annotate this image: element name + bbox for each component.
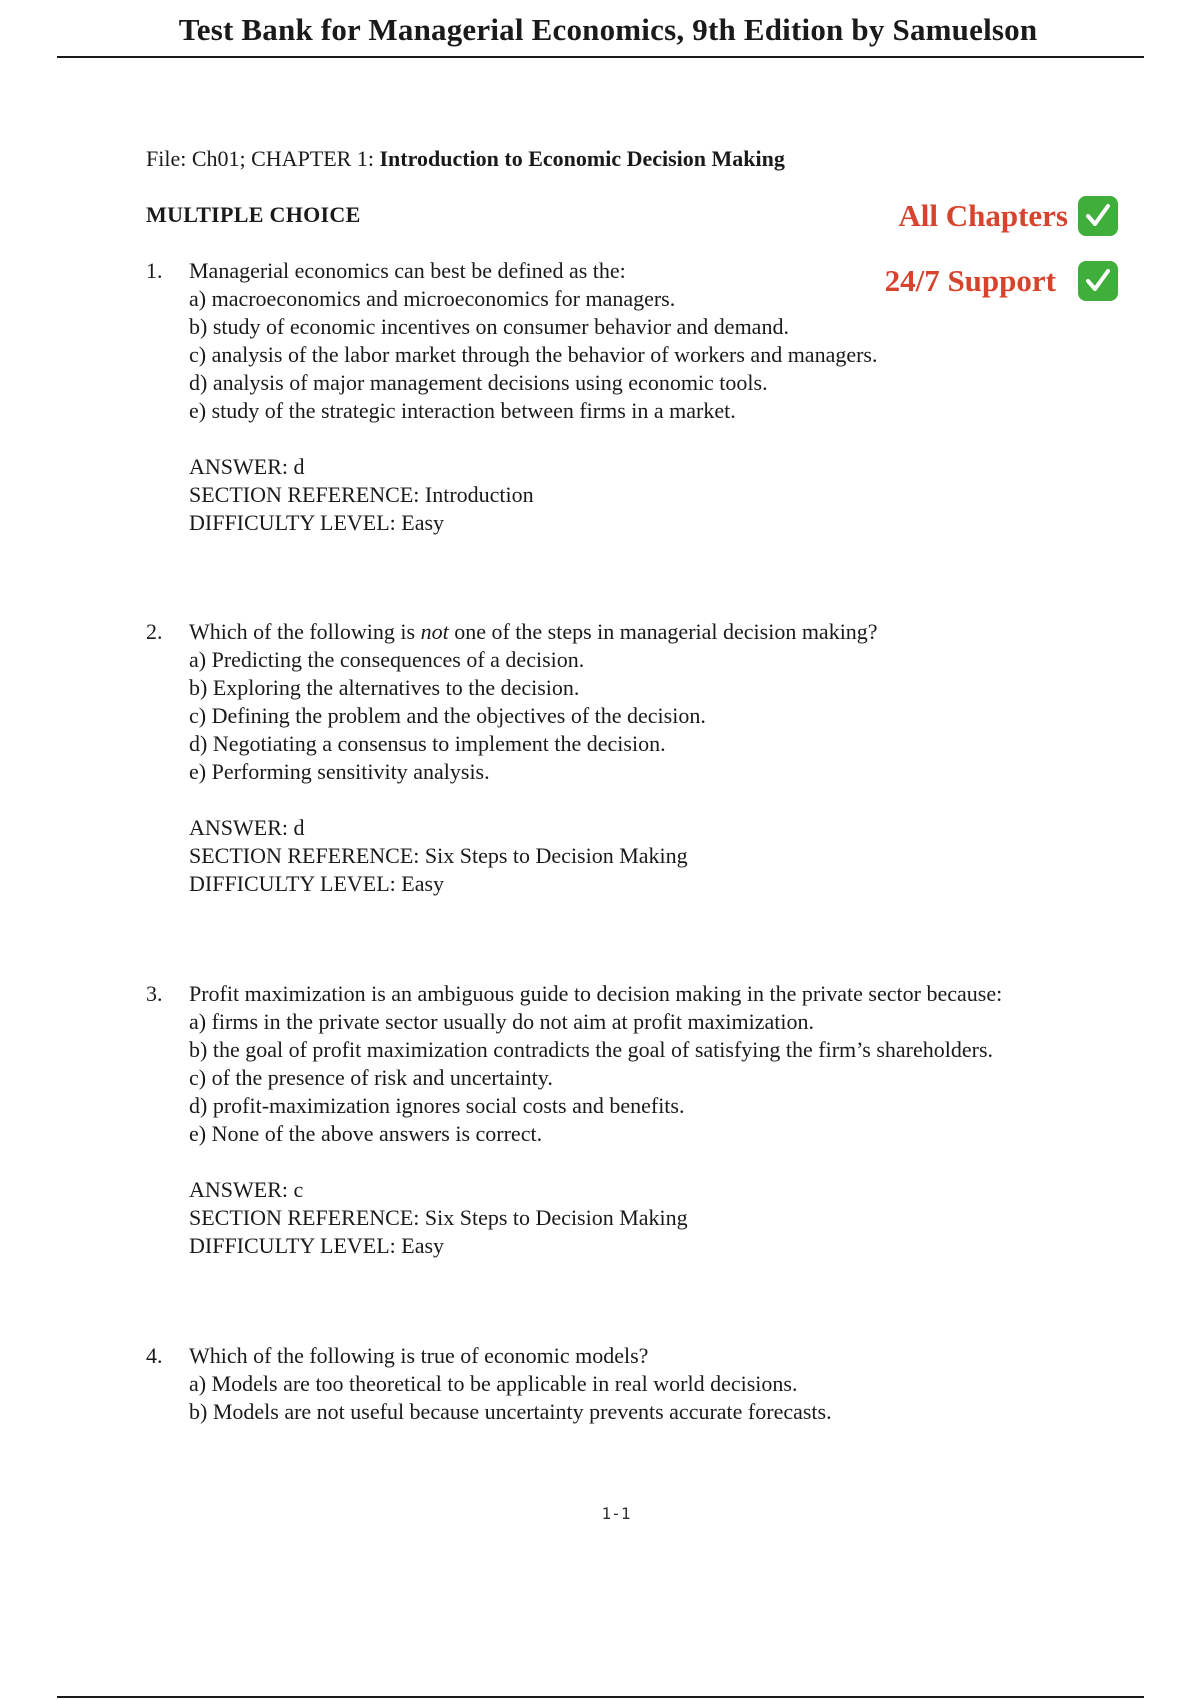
promo-all-chapters-label: All Chapters (898, 198, 1068, 233)
option-a: a) Predicting the consequences of a decision. (189, 647, 585, 672)
option-b: b) the goal of profit maximization contradicts the goal of satisfying the firm’s shareholders. (189, 1037, 994, 1062)
option-c: c) analysis of the labor market through the behavior of workers and managers. (189, 342, 878, 367)
prompt-before: Which of the following is (189, 619, 421, 644)
option-d: d) profit-maximization ignores social costs and benefits. (189, 1093, 685, 1118)
chapter-title: Introduction to Economic Decision Making (379, 146, 785, 171)
section-heading: MULTIPLE CHOICE (146, 202, 361, 227)
question-number: 4. (146, 1343, 163, 1368)
option-a: a) macroeconomics and microeconomics for managers. (189, 286, 676, 311)
answer: ANSWER: d (189, 815, 305, 840)
option-b: b) Exploring the alternatives to the decision. (189, 675, 580, 700)
document-title: Test Bank for Managerial Economics, 9th Edition by Samuelson (178, 12, 1038, 47)
option-b: b) study of economic incentives on consumer behavior and demand. (189, 314, 789, 339)
option-b: b) Models are not useful because uncertainty prevents accurate forecasts. (189, 1399, 832, 1424)
promo-support-label: 24/7 Support (884, 263, 1056, 298)
option-a: a) Models are too theoretical to be applicable in real world decisions. (189, 1371, 798, 1396)
page-number: 1-1 (601, 1504, 631, 1523)
file-prefix: File: Ch01; CHAPTER 1: (146, 146, 380, 171)
question-prompt: Profit maximization is an ambiguous guide to decision making in the private sector because: (189, 981, 1003, 1006)
promo-support (885, 261, 1118, 301)
option-e: e) Performing sensitivity analysis. (189, 759, 490, 784)
answer: ANSWER: c (189, 1177, 304, 1202)
option-e: e) None of the above answers is correct. (189, 1121, 543, 1146)
header-rule (57, 56, 1144, 58)
option-a: a) firms in the private sector usually do not aim at profit maximization. (189, 1009, 815, 1034)
section-reference: SECTION REFERENCE: Six Steps to Decision Making (189, 843, 688, 868)
check-mark-icon (1078, 196, 1118, 236)
file-line (146, 146, 785, 172)
section-reference: SECTION REFERENCE: Six Steps to Decision Making (189, 1205, 688, 1230)
section-reference: SECTION REFERENCE: Introduction (189, 482, 534, 507)
question-prompt: Managerial economics can best be defined as the: (189, 258, 626, 283)
check-mark-icon (1078, 261, 1118, 301)
difficulty-level: DIFFICULTY LEVEL: Easy (189, 510, 445, 535)
option-d: d) analysis of major management decisions using economic tools. (189, 370, 768, 395)
option-c: c) Defining the problem and the objectives of the decision. (189, 703, 706, 728)
footer-rule (57, 1696, 1144, 1698)
question-number: 1. (146, 258, 163, 283)
question-prompt (189, 618, 878, 646)
option-c: c) of the presence of risk and uncertainty. (189, 1065, 553, 1090)
option-d: d) Negotiating a consensus to implement the decision. (189, 731, 666, 756)
question-number: 3. (146, 981, 163, 1006)
difficulty-level: DIFFICULTY LEVEL: Easy (189, 871, 445, 896)
question-prompt: Which of the following is true of economic models? (189, 1343, 649, 1368)
option-e: e) study of the strategic interaction between firms in a market. (189, 398, 736, 423)
promo-all-chapters (898, 196, 1118, 236)
prompt-after: one of the steps in managerial decision making? (448, 619, 878, 644)
answer: ANSWER: d (189, 454, 305, 479)
difficulty-level: DIFFICULTY LEVEL: Easy (189, 1233, 445, 1258)
question-number: 2. (146, 619, 163, 644)
prompt-emphasis: not (420, 619, 449, 644)
